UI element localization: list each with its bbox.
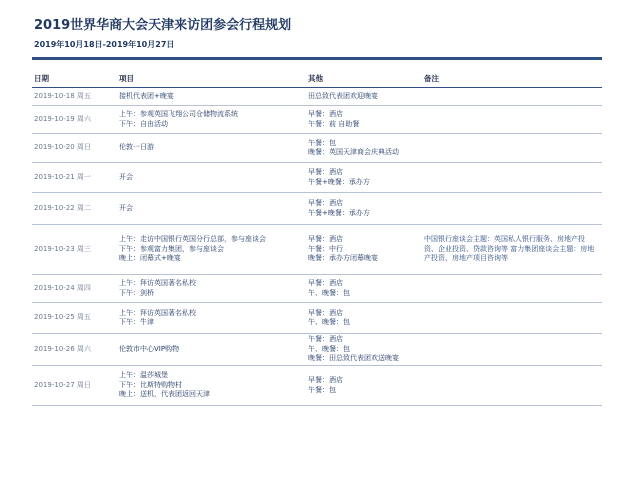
row-date: 2019-10-19 周六 [32, 106, 117, 134]
item-line: 上午：温莎城堡 [119, 371, 168, 380]
other-line: 午餐：前 自助餐 [308, 119, 360, 128]
row-others [306, 163, 422, 193]
row-items [117, 163, 306, 193]
row-note [422, 163, 602, 193]
row-date: 2019-10-23 周三 [32, 225, 117, 275]
row-others [306, 193, 422, 225]
other-line: 午餐：酒店 [308, 335, 343, 344]
other-line: 午、晚餐：包 [308, 318, 350, 326]
other-line: 早餐：酒店 [308, 279, 343, 287]
row-others [306, 303, 422, 334]
other-line: 午餐：中行 [308, 244, 343, 253]
other-line: 午、晚餐：包 [308, 288, 350, 297]
other-line: 早餐：酒店 [308, 308, 343, 317]
row-others [306, 275, 422, 303]
table-row [32, 366, 602, 406]
other-line: 午、晚餐：包 [308, 344, 350, 353]
row-others [306, 225, 422, 275]
row-date: 2019-10-22 周二 [32, 193, 117, 225]
row-items [117, 366, 306, 406]
other-line: 午餐+晚餐：承办方 [308, 208, 370, 217]
row-items [117, 134, 306, 163]
row-others [306, 134, 422, 163]
itinerary-table [32, 71, 602, 406]
table-row [32, 106, 602, 134]
other-line: 早餐：酒店 [308, 376, 343, 384]
other-line: 晚餐：承办方闭幕晚宴 [308, 254, 378, 263]
row-items [117, 334, 306, 366]
item-line: 下午：牛津 [119, 318, 154, 326]
table-row [32, 303, 602, 334]
row-items [117, 106, 306, 134]
row-others [306, 334, 422, 366]
table-header-row [32, 71, 602, 88]
item-line: 上午：拜访英国著名私校 [119, 279, 196, 287]
table-row [32, 193, 602, 225]
row-note [422, 134, 602, 163]
row-date: 2019-10-20 周日 [32, 134, 117, 163]
row-note: 中国银行座谈会主题：英国私人银行服务、房地产投资、企业投资、贷款咨询等 富力集团座谈会主题：房地产投资、房地产项目咨询等 [422, 225, 602, 275]
table-row [32, 163, 602, 193]
row-items [117, 275, 306, 303]
row-note [422, 366, 602, 406]
item-line: 上午：走访中国银行英国分行总部，参与座谈会 [119, 235, 266, 244]
other-line: 晚餐：田总致代表团欢送晚宴 [308, 354, 399, 363]
other-line: 午餐：包 [308, 385, 336, 394]
item-line: 开会 [119, 203, 133, 212]
other-line: 早餐：酒店 [308, 235, 343, 244]
other-line: 田总致代表团欢迎晚宴 [308, 91, 378, 100]
row-note [422, 193, 602, 225]
row-note [422, 106, 602, 134]
table-row [32, 134, 602, 163]
row-note [422, 275, 602, 303]
row-date: 2019-10-18 周五 [32, 88, 117, 106]
other-line: 午餐：包 [308, 138, 336, 147]
row-items [117, 193, 306, 225]
item-line: 开会 [119, 172, 133, 181]
date-range: 2019年10月18日-2019年10月27日 [34, 40, 175, 49]
row-items [117, 88, 306, 106]
item-line: 伦敦市中心VIP购物 [119, 344, 180, 353]
column-header-date: 日期 [32, 71, 117, 88]
other-line: 早餐：酒店 [308, 168, 343, 176]
other-line: 早餐：酒店 [308, 110, 343, 118]
row-date: 2019-10-26 周六 [32, 334, 117, 366]
item-line: 伦敦一日游 [119, 143, 154, 152]
row-note [422, 334, 602, 366]
item-line: 晚上：送机，代表团返回天津 [119, 390, 210, 399]
title-divider [32, 57, 602, 60]
other-line: 晚餐：英国天津商会庆典活动 [308, 148, 399, 156]
row-note [422, 88, 602, 106]
item-line: 下午：自由活动 [119, 119, 168, 128]
row-note [422, 303, 602, 334]
row-date: 2019-10-25 周五 [32, 303, 117, 334]
row-others [306, 106, 422, 134]
row-date: 2019-10-27 周日 [32, 366, 117, 406]
row-items [117, 225, 306, 275]
item-line: 下午：参观富力集团，参与座谈会 [119, 244, 224, 253]
other-line: 早餐：酒店 [308, 199, 343, 207]
row-date: 2019-10-24 周四 [32, 275, 117, 303]
row-others [306, 366, 422, 406]
item-line: 下午：比斯特购物村 [119, 380, 182, 389]
row-date: 2019-10-21 周一 [32, 163, 117, 193]
column-header-other: 其他 [306, 71, 422, 88]
table-row [32, 334, 602, 366]
item-line: 下午：剑桥 [119, 288, 154, 297]
item-line: 上午：拜访英国著名私校 [119, 308, 196, 317]
table-row [32, 275, 602, 303]
table-row [32, 88, 602, 106]
row-items [117, 303, 306, 334]
page-title: 2019世界华商大会天津来访团参会行程规划 [34, 18, 292, 33]
row-others [306, 88, 422, 106]
column-header-item: 项目 [117, 71, 306, 88]
item-line: 接机代表团+晚宴 [119, 91, 174, 100]
column-header-note: 备注 [422, 71, 602, 88]
item-line: 晚上：闭幕式+晚宴 [119, 254, 181, 263]
item-line: 上午：参观英国飞翔公司仓储物流系统 [119, 110, 238, 118]
other-line: 午餐+晚餐：承办方 [308, 177, 370, 186]
table-row [32, 225, 602, 275]
